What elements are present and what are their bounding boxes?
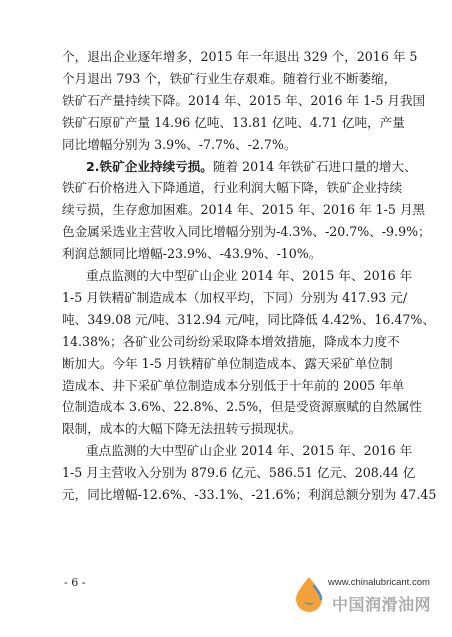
text-line: 铁矿石产量持续下降。2014 年、2015 年、2016 年 1-5 月我国 bbox=[62, 92, 426, 108]
site-watermark bbox=[288, 574, 452, 637]
text-line: 1-5 月铁精矿制造成本（加权平均，下同）分别为 417.93 元/ bbox=[62, 289, 408, 305]
text-line: 续亏损，生存愈加困难。2014 年、2015 年、2016 年 1-5 月黑 bbox=[62, 202, 426, 218]
text-line: 铁矿石价格进入下降通道，行业利润大幅下降，铁矿企业持续 bbox=[62, 180, 403, 196]
watermark-site-name: 中国润滑油网 bbox=[332, 595, 432, 614]
text-line: 色金属采选业主营收入同比增幅分别为-4.3%、-20.7%、-9.9%； bbox=[62, 224, 431, 240]
text-line: 利润总额同比增幅-23.9%、-43.9%、-10%。 bbox=[62, 246, 322, 262]
text-line: 元，同比增幅-12.6%、-33.1%、-21.6%；利润总额分别为 47.45 bbox=[62, 487, 437, 502]
heading-line-rest: 随着 2014 年铁矿石进口量的增大、 bbox=[212, 158, 417, 174]
text-line: 14.38%；各矿业公司纷纷采取降本增效措施，降成本力度不 bbox=[62, 333, 400, 349]
text-line: 重点监测的大中型矿山企业 2014 年、2015 年、2016 年 bbox=[86, 268, 413, 283]
text-line: 限制，成本的大幅下降无法扭转亏损现状。 bbox=[62, 421, 302, 437]
text-line: 个，退出企业逐年增多，2015 年一年退出 329 个，2016 年 5 bbox=[62, 49, 418, 64]
text-line: 重点监测的大中型矿山企业 2014 年、2015 年、2016 年 bbox=[86, 443, 413, 459]
lubricant-drop-logo-icon bbox=[290, 574, 328, 612]
text-line: 断加大。今年 1-5 月铁精矿单位制造成本、露天采矿单位制 bbox=[62, 355, 393, 371]
section-heading: 2.铁矿企业持续亏损。 bbox=[86, 158, 213, 174]
text-line: 铁矿石原矿产量 14.96 亿吨、13.81 亿吨、4.71 亿吨，产量 bbox=[62, 114, 405, 130]
text-line: 位制造成本 3.6%、22.8%、2.5%，但是受资源禀赋的自然属性 bbox=[62, 399, 422, 415]
page-number: - 6 - bbox=[64, 576, 86, 589]
watermark-url: www.chinalubricant.com bbox=[328, 577, 430, 588]
section-heading-line bbox=[86, 156, 417, 178]
text-line: 个月退出 793 个，铁矿行业生存艰难。随着行业不断萎缩， bbox=[62, 70, 397, 86]
text-line: 1-5 月主营收入分别为 879.6 亿元、586.51 亿元、208.44 亿 bbox=[62, 465, 416, 481]
text-line: 吨、349.08 元/吨、312.94 元/吨，同比降低 4.42%、16.47%、 bbox=[62, 311, 435, 327]
text-line: 造成本、井下采矿单位制造成本分别低于十年前的 2005 年单 bbox=[62, 377, 405, 393]
text-line: 同比增幅分别为 3.9%、-7.7%、-2.7%。 bbox=[62, 136, 297, 152]
